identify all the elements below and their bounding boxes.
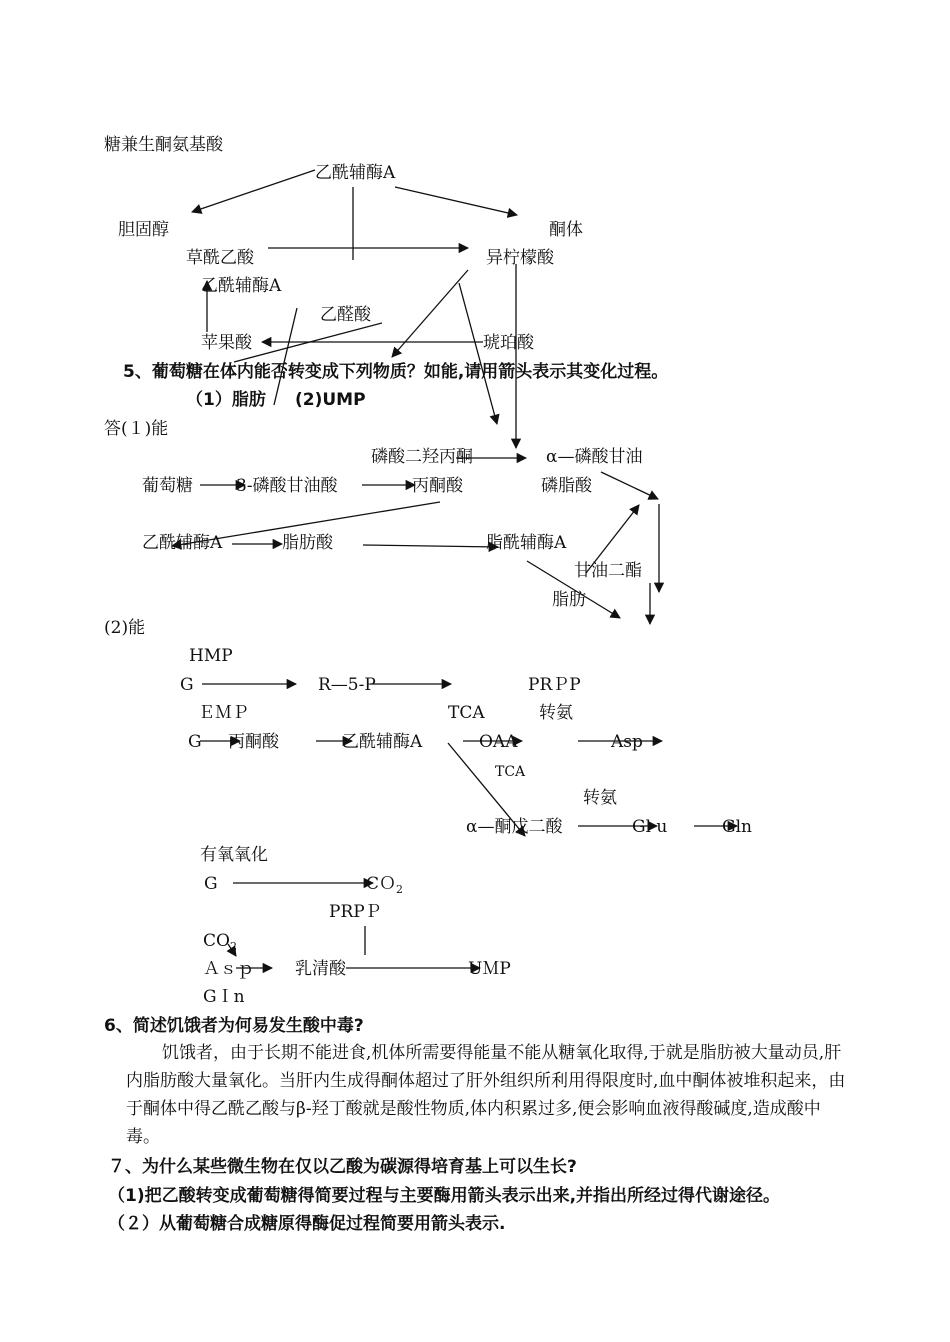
node-acetyl-coa: 乙酰辅酶A bbox=[142, 533, 223, 553]
q6-answer: 饥饿者，由于长期不能进食,机体所需要得能量不能从糖氧化取得,于就是脂肪被大量动员,肝内脂肪酸大量氧化。当肝内生成得酮体超过了肝外组织所利用得限度时,血中酮体被堆积起来，由于酮体中得乙酰乙酸与β-羟丁酸就是酸性物质,体内积累过多,便会影响血液得酸碱度,造成酸中毒。 bbox=[126, 1043, 846, 1147]
q5-title: 5、葡萄糖在体内能否转变成下列物质？如能,请用箭头表示其变化过程。 bbox=[123, 362, 669, 382]
node-ump: UＭP bbox=[468, 959, 511, 979]
node-gln-2: GＩn bbox=[203, 987, 245, 1007]
label-transamination-1: 转氨 bbox=[539, 703, 573, 723]
node-ketone: 酮体 bbox=[549, 220, 583, 240]
q5-item-1: （1）脂肪 bbox=[186, 390, 266, 410]
node-malate: 苹果酸 bbox=[201, 333, 252, 353]
label-transamination-2: 转氨 bbox=[583, 788, 617, 808]
node-acetyl-coa-top: 乙酰辅酶A bbox=[315, 163, 396, 183]
label-tca-2: TCA bbox=[495, 764, 526, 780]
node-pyruvate-3: 丙酮酸 bbox=[228, 732, 279, 752]
node-diglyceride: 甘油二酯 bbox=[574, 561, 642, 581]
node-co2: CＯ$_2$ bbox=[366, 874, 404, 896]
node-oxaloacetate: 草酰乙酸 bbox=[186, 248, 254, 268]
q7-title: ７、为什么某些微生物在仅以乙酸为碳源得培育基上可以生长? bbox=[108, 1157, 577, 1177]
node-fatty-acid: 脂肪酸 bbox=[282, 533, 333, 553]
arrow-iso-malate bbox=[392, 270, 468, 357]
node-prpp: PRＰP bbox=[528, 675, 581, 695]
node-gln: Gln bbox=[722, 817, 752, 837]
node-fat: 脂肪 bbox=[552, 590, 586, 610]
arrow-fattyacid-acylcoa bbox=[363, 545, 498, 547]
arrow-iso-succinate bbox=[459, 283, 497, 424]
label-emp: ＥＭＰ bbox=[198, 703, 249, 723]
node-r5p: R—5-P bbox=[318, 675, 376, 695]
node-cholesterol: 胆固醇 bbox=[118, 220, 169, 240]
node-glycerol-phosphate: α—磷酸甘油 bbox=[546, 447, 643, 467]
q7-part-1: （1)把乙酸转变成葡萄糖得简要过程与主要酶用箭头表示出来,并指出所经过得代谢途径。 bbox=[108, 1186, 781, 1206]
q5-answer-1: 答(１)能 bbox=[104, 419, 169, 439]
node-3pg: 3-磷酸甘油酸 bbox=[236, 476, 338, 496]
node-co2-b: $CO_2$ bbox=[203, 931, 237, 953]
node-alpha-ketoglutarate: α—酮戊二酸 bbox=[466, 817, 563, 837]
node-dhap: 磷酸二羟丙酮 bbox=[371, 447, 473, 467]
q6-title: 6、简述饥饿者为何易发生酸中毒? bbox=[104, 1016, 364, 1036]
node-glu: Gl u bbox=[632, 817, 668, 837]
node-prpp-2: PRPＰ bbox=[329, 902, 382, 922]
q5-item-2: (2)UMP bbox=[295, 390, 366, 410]
node-fatty-acyl-coa: 脂酰辅酶A bbox=[486, 533, 567, 553]
node-g-2: G bbox=[188, 732, 202, 752]
node-isocitrate: 异柠檬酸 bbox=[486, 248, 554, 268]
line-acoa2-diag bbox=[274, 308, 297, 405]
answer-2: (2)能 bbox=[104, 618, 146, 638]
label-hmp: HMP bbox=[189, 646, 233, 666]
arrow-phosphatidic-right bbox=[601, 472, 658, 499]
node-glyoxylate: 乙醛酸 bbox=[320, 305, 371, 325]
node-glucose: 葡萄糖 bbox=[142, 476, 193, 496]
node-asp-2: Ａｓｐ bbox=[203, 959, 254, 979]
node-oaa: OAA bbox=[479, 732, 518, 752]
arrow-acoa-cholesterol bbox=[192, 170, 315, 212]
node-succinate: 琥珀酸 bbox=[483, 333, 534, 353]
arrow-acoa-ketone bbox=[395, 187, 517, 215]
node-acetyl-coa-2: 乙酰辅酶A bbox=[201, 276, 282, 296]
node-orotate: 乳清酸 bbox=[295, 959, 346, 979]
section-intro: 糖兼生酮氨基酸 bbox=[104, 135, 223, 155]
node-acetyl-coa-3: 乙酰辅酶A bbox=[342, 732, 423, 752]
node-g-3: G bbox=[204, 874, 218, 894]
node-g-1: G bbox=[180, 675, 194, 695]
node-asp: Asp bbox=[611, 732, 643, 752]
label-aerobic-oxidation: 有氧氧化 bbox=[200, 845, 268, 865]
node-phosphatidic-acid: 磷脂酸 bbox=[541, 476, 592, 496]
label-tca-1: TCA bbox=[448, 703, 485, 723]
q7-part-2: （２）从葡萄糖合成糖原得酶促过程简要用箭头表示. bbox=[108, 1214, 506, 1234]
node-pyruvate: 丙酮酸 bbox=[412, 476, 463, 496]
